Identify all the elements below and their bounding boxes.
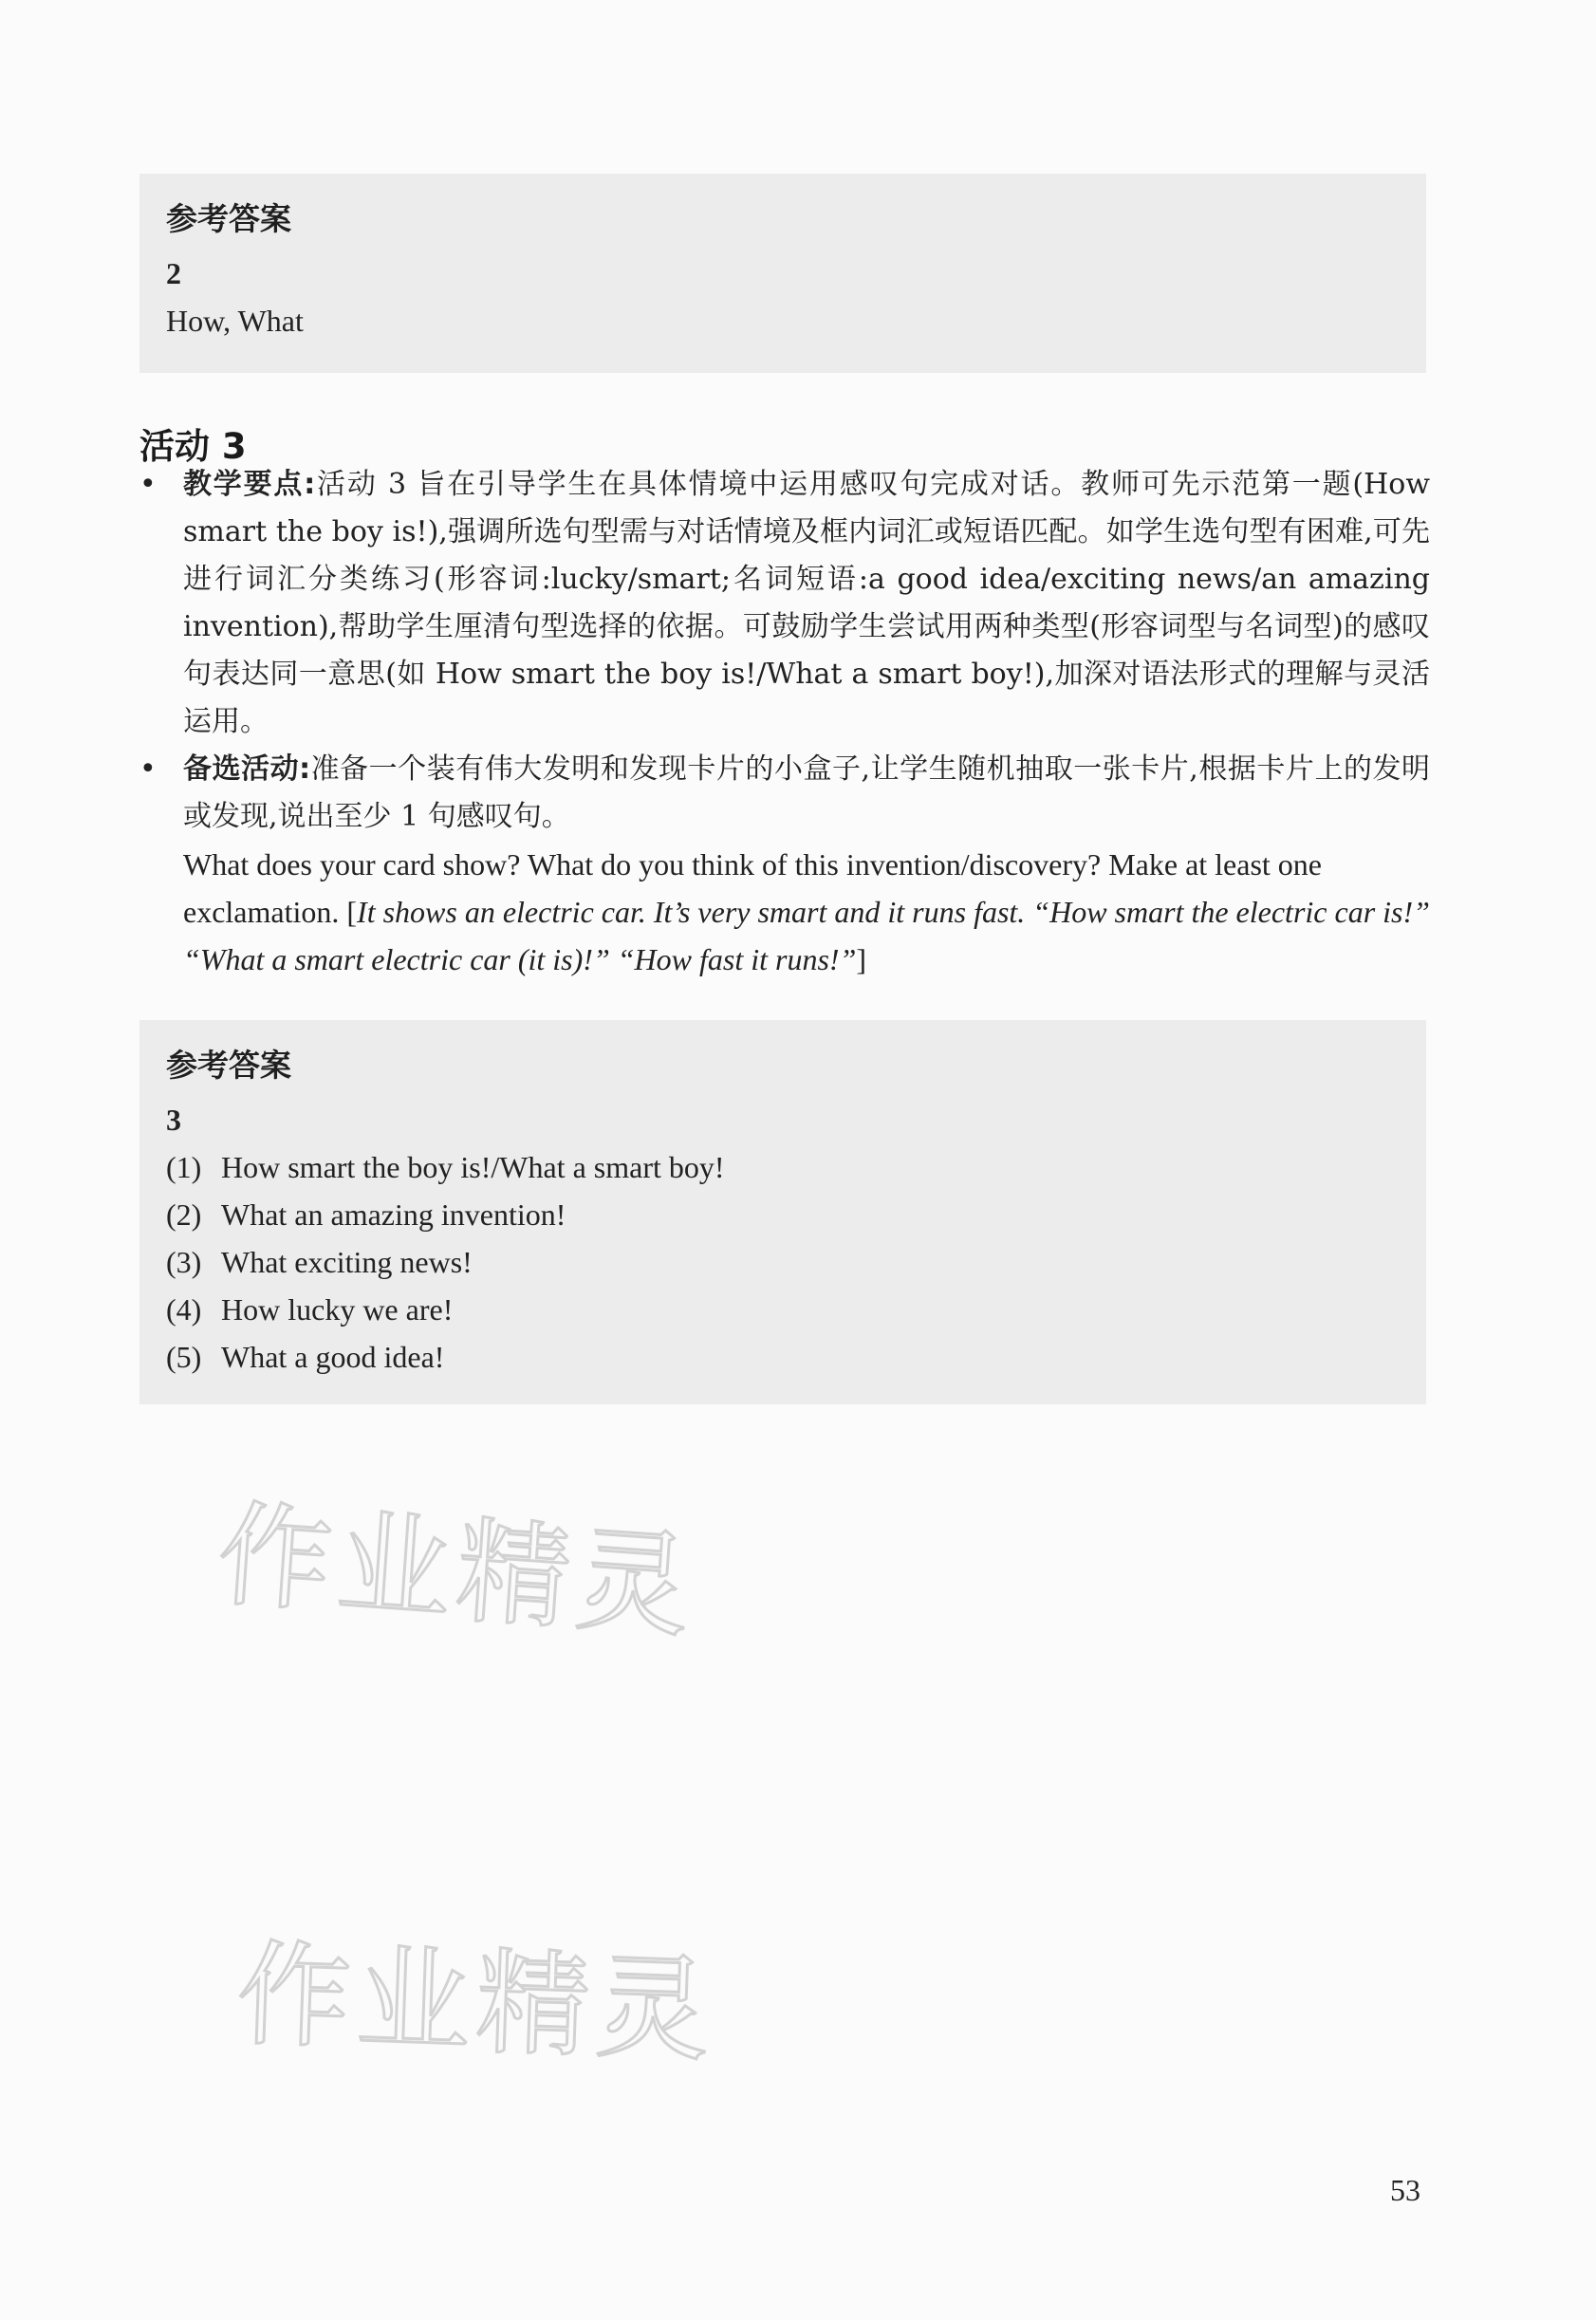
answer-number: 2	[166, 256, 181, 290]
bullet-icon: •	[139, 752, 157, 786]
optional-activity	[139, 746, 1430, 983]
optional-activity-text: 准备一个装有伟大发明和发现卡片的小盒子,让学生随机抽取一张卡片,根据卡片上的发明或发现,说出至少 1 句感叹句。	[183, 752, 1431, 833]
page-number: 53	[1390, 2173, 1420, 2207]
optional-activity-label: 备选活动:	[183, 752, 311, 786]
answer-box-title: 参考答案	[166, 200, 291, 237]
optional-activity-english	[183, 841, 1430, 983]
english-prompt: What does your card show? What do you think of this invention/discovery? Make at least one exclamation. [	[183, 847, 1322, 929]
teaching-points-text: 活动 3 旨在引导学生在具体情境中运用感叹句完成对话。教师可先示范第一题(How smart the boy is!),强调所选句型需与对话情境及框内词汇或短语匹配。如学生选句型有困难,可先进行词汇分类练习(形容词:lucky/smart;名词短语:a good idea/exciting news/an amazing invention),帮助学生厘清句型选择的依据。可鼓励学生尝试用两种类型(形容词型与名词型)的感叹句表达同一意思(如 How smart the boy is!/What a smart boy!),加深对语法形式的理解与灵活运用。	[183, 468, 1431, 738]
list-item: (3) What exciting news!	[166, 1245, 473, 1279]
teaching-points	[139, 461, 1430, 746]
watermark: 作业精灵	[234, 1929, 717, 2078]
answer-list	[166, 1143, 1400, 1381]
answer-text: How, What	[166, 304, 304, 338]
answer-number: 3	[166, 1103, 181, 1137]
list-item: (1) How smart the boy is!/What a smart boy!	[166, 1150, 725, 1184]
english-example: It shows an electric car. It’s very smart and it runs fast. “How smart the electric car is!” “What a smart electric car (it is)!” “How fast it runs!”	[183, 895, 1430, 976]
answer-box-activity-2	[139, 174, 1426, 373]
list-item: (4) How lucky we are!	[166, 1292, 454, 1327]
bullet-icon: •	[139, 468, 157, 501]
list-item: (2) What an amazing invention!	[166, 1197, 566, 1232]
answer-box-title: 参考答案	[166, 1047, 291, 1084]
english-close: ]	[856, 942, 867, 976]
watermark: 作业精灵	[213, 1489, 700, 1655]
activity-title: 活动 3	[139, 426, 247, 467]
list-item: (5) What a good idea!	[166, 1340, 445, 1374]
teaching-points-label: 教学要点:	[183, 468, 316, 501]
answer-box-activity-3	[139, 1020, 1426, 1404]
